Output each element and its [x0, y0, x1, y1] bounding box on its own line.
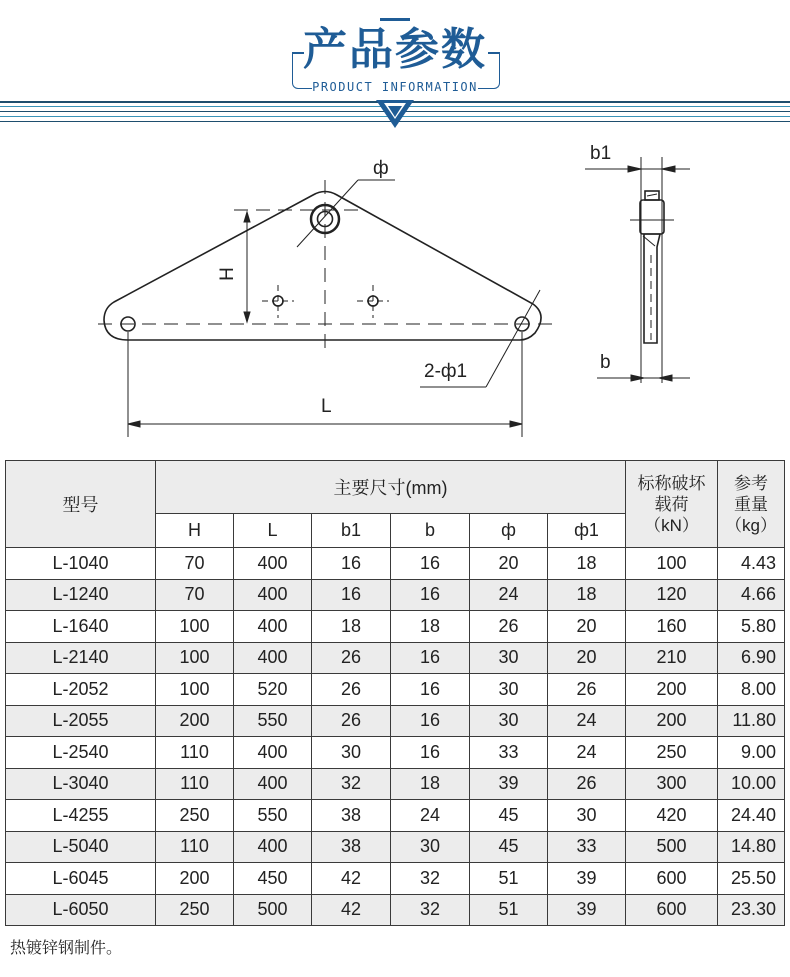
cell-b: 32 — [391, 894, 470, 926]
cell-l: 550 — [234, 800, 312, 832]
table-row — [6, 831, 785, 863]
cell-model: L-2055 — [6, 705, 156, 737]
height-label: H — [216, 267, 238, 281]
cell-l: 500 — [234, 894, 312, 926]
table-row — [6, 642, 785, 674]
cell-phi: 51 — [470, 894, 548, 926]
technical-drawing — [0, 140, 790, 450]
cell-phi: 20 — [470, 548, 548, 580]
cell-b: 16 — [391, 705, 470, 737]
cell-l: 400 — [234, 548, 312, 580]
cell-b1: 42 — [312, 863, 391, 895]
cell-b: 24 — [391, 800, 470, 832]
cell-weight: 5.80 — [718, 611, 785, 643]
table-row — [6, 611, 785, 643]
hole-label: 2-ф1 — [424, 361, 468, 382]
cell-l: 400 — [234, 642, 312, 674]
table-row — [6, 863, 785, 895]
col-header-phi1: ф1 — [548, 514, 626, 548]
cell-b1: 18 — [312, 611, 391, 643]
cell-b: 16 — [391, 674, 470, 706]
cell-weight: 11.80 — [718, 705, 785, 737]
cell-b1: 30 — [312, 737, 391, 769]
cell-h: 100 — [156, 611, 234, 643]
cell-h: 70 — [156, 548, 234, 580]
cell-h: 250 — [156, 894, 234, 926]
cell-l: 400 — [234, 737, 312, 769]
cell-weight: 10.00 — [718, 768, 785, 800]
cell-phi: 30 — [470, 642, 548, 674]
cell-b1: 16 — [312, 579, 391, 611]
phi-label: ф — [373, 158, 389, 179]
banner-title: 产品参数 — [303, 24, 487, 75]
cell-load: 120 — [626, 579, 718, 611]
cell-model: L-1240 — [6, 579, 156, 611]
cell-load: 300 — [626, 768, 718, 800]
cell-phi1: 24 — [548, 705, 626, 737]
cell-model: L-1640 — [6, 611, 156, 643]
cell-model: L-6045 — [6, 863, 156, 895]
cell-model: L-2540 — [6, 737, 156, 769]
cell-b1: 26 — [312, 705, 391, 737]
col-header-l: L — [234, 514, 312, 548]
cell-model: L-5040 — [6, 831, 156, 863]
cell-l: 400 — [234, 611, 312, 643]
col-header-main-dims: 主要尺寸(mm) — [156, 461, 626, 514]
cell-h: 200 — [156, 705, 234, 737]
cell-model: L-4255 — [6, 800, 156, 832]
cell-b: 16 — [391, 579, 470, 611]
cell-b: 16 — [391, 548, 470, 580]
col-header-model: 型号 — [6, 461, 156, 548]
col-header-b1: b1 — [312, 514, 391, 548]
cell-l: 400 — [234, 579, 312, 611]
cell-l: 550 — [234, 705, 312, 737]
cell-phi: 30 — [470, 705, 548, 737]
b-label: b — [600, 352, 611, 373]
cell-model: L-6050 — [6, 894, 156, 926]
cell-weight: 4.66 — [718, 579, 785, 611]
cell-phi: 33 — [470, 737, 548, 769]
cell-h: 110 — [156, 831, 234, 863]
cell-load: 200 — [626, 705, 718, 737]
length-label: L — [321, 396, 332, 417]
cell-l: 520 — [234, 674, 312, 706]
banner-subtitle: PRODUCT INFORMATION — [312, 80, 478, 94]
cell-phi1: 18 — [548, 548, 626, 580]
col-header-phi: ф — [470, 514, 548, 548]
cell-phi1: 20 — [548, 642, 626, 674]
cell-weight: 14.80 — [718, 831, 785, 863]
cell-h: 70 — [156, 579, 234, 611]
cell-load: 420 — [626, 800, 718, 832]
cell-phi1: 30 — [548, 800, 626, 832]
cell-b1: 26 — [312, 642, 391, 674]
cell-model: L-2052 — [6, 674, 156, 706]
cell-b1: 38 — [312, 831, 391, 863]
cell-phi: 45 — [470, 800, 548, 832]
col-header-weight: 参考 重量 （kg） — [718, 461, 785, 548]
footnote: 热镀锌钢制件。 — [10, 940, 123, 957]
table-row — [6, 705, 785, 737]
cell-b: 18 — [391, 611, 470, 643]
cell-phi: 26 — [470, 611, 548, 643]
cell-load: 500 — [626, 831, 718, 863]
table-row — [6, 674, 785, 706]
cell-h: 200 — [156, 863, 234, 895]
cell-b: 16 — [391, 642, 470, 674]
cell-phi1: 39 — [548, 894, 626, 926]
cell-h: 100 — [156, 674, 234, 706]
cell-phi1: 26 — [548, 674, 626, 706]
cell-weight: 8.00 — [718, 674, 785, 706]
table-row — [6, 579, 785, 611]
cell-h: 100 — [156, 642, 234, 674]
cell-b1: 32 — [312, 768, 391, 800]
cell-weight: 6.90 — [718, 642, 785, 674]
table-row — [6, 800, 785, 832]
cell-b1: 38 — [312, 800, 391, 832]
cell-phi1: 33 — [548, 831, 626, 863]
table-row — [6, 768, 785, 800]
b1-label: b1 — [590, 143, 612, 164]
cell-load: 160 — [626, 611, 718, 643]
yoke-plate-drawing — [0, 140, 790, 450]
cell-phi: 39 — [470, 768, 548, 800]
cell-weight: 24.40 — [718, 800, 785, 832]
cell-phi1: 18 — [548, 579, 626, 611]
table-row — [6, 737, 785, 769]
cell-load: 600 — [626, 894, 718, 926]
cell-weight: 25.50 — [718, 863, 785, 895]
cell-b: 16 — [391, 737, 470, 769]
cell-b: 30 — [391, 831, 470, 863]
cell-phi: 45 — [470, 831, 548, 863]
cell-phi1: 26 — [548, 768, 626, 800]
cell-phi: 24 — [470, 579, 548, 611]
cell-b: 32 — [391, 863, 470, 895]
cell-load: 250 — [626, 737, 718, 769]
cell-h: 110 — [156, 737, 234, 769]
col-header-load: 标称破坏 载荷 （kN） — [626, 461, 718, 548]
table-row — [6, 548, 785, 580]
cell-phi: 51 — [470, 863, 548, 895]
cell-l: 400 — [234, 831, 312, 863]
cell-phi1: 20 — [548, 611, 626, 643]
cell-phi1: 39 — [548, 863, 626, 895]
cell-load: 200 — [626, 674, 718, 706]
cell-b1: 26 — [312, 674, 391, 706]
col-header-h: H — [156, 514, 234, 548]
cell-weight: 23.30 — [718, 894, 785, 926]
cell-b1: 42 — [312, 894, 391, 926]
cell-phi1: 24 — [548, 737, 626, 769]
section-header-banner — [0, 0, 790, 135]
spec-table — [5, 460, 785, 926]
cell-load: 210 — [626, 642, 718, 674]
cell-b: 18 — [391, 768, 470, 800]
cell-weight: 9.00 — [718, 737, 785, 769]
cell-load: 600 — [626, 863, 718, 895]
table-row — [6, 894, 785, 926]
cell-load: 100 — [626, 548, 718, 580]
cell-model: L-2140 — [6, 642, 156, 674]
cell-b1: 16 — [312, 548, 391, 580]
cell-l: 450 — [234, 863, 312, 895]
cell-h: 110 — [156, 768, 234, 800]
cell-model: L-3040 — [6, 768, 156, 800]
cell-l: 400 — [234, 768, 312, 800]
banner-top-bar — [380, 18, 410, 21]
cell-h: 250 — [156, 800, 234, 832]
cell-phi: 30 — [470, 674, 548, 706]
cell-model: L-1040 — [6, 548, 156, 580]
cell-weight: 4.43 — [718, 548, 785, 580]
col-header-b: b — [391, 514, 470, 548]
